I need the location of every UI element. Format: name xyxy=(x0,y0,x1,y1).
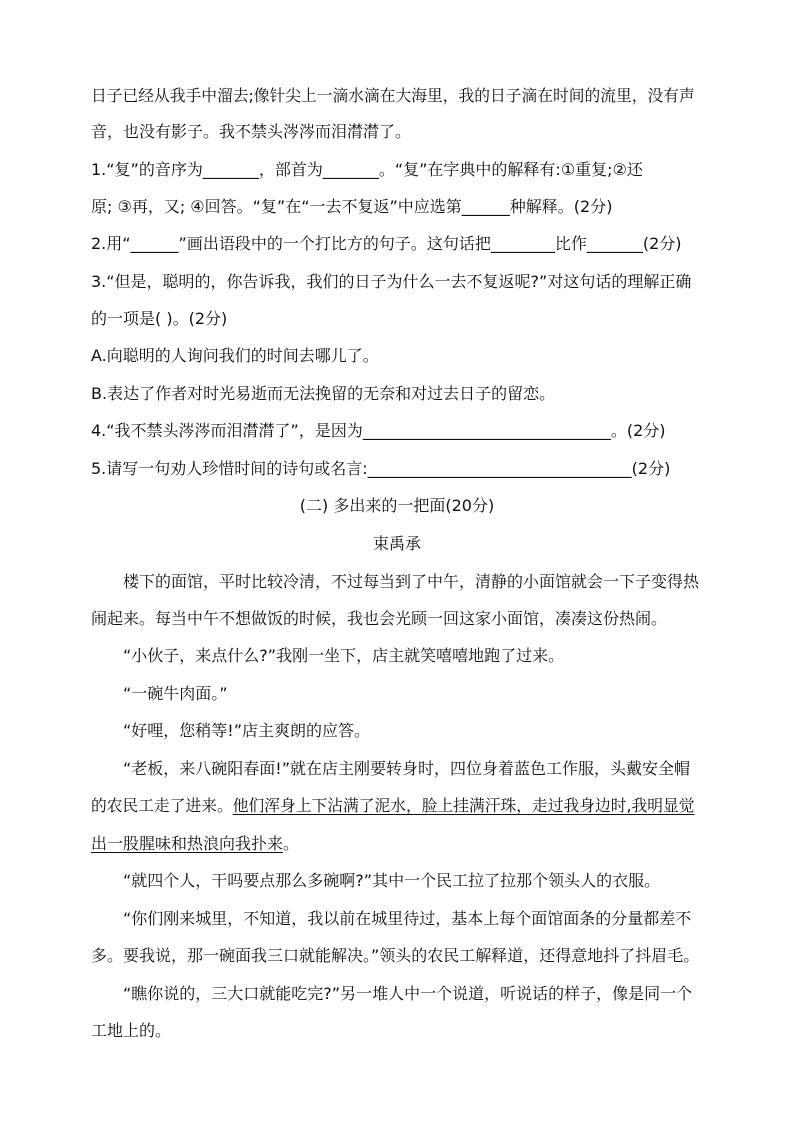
question-3-line: 的一项是( )。(2分) xyxy=(91,309,228,328)
paragraph-line: 多。要我说，那一碗面我三口就能解决。”领头的农民工解释道，还得意地抖了抖眉毛。 xyxy=(91,946,700,965)
underlined-sentence: 他们浑身上下沾满了泥水，脸上挂满汗珠，走过我身边时,我明显觉 xyxy=(232,796,695,815)
paragraph-line: 楼下的面馆，平时比较冷清，不过每当到了中午，清静的小面馆就会一下子变得热 xyxy=(123,572,700,591)
paragraph-line: “就四个人，干吗要点那么多碗啊?”其中一个民工拉了拉那个领头人的衣服。 xyxy=(123,871,661,890)
question-3-line: 3.“但是，聪明的，你告诉我，我们的日子为什么一去不复返呢?”对这句话的理解正确 xyxy=(91,272,692,291)
paragraph-line xyxy=(91,796,703,816)
passage-line: 日子已经从我手中溜去;像针尖上一滴水滴在大海里，我的日子滴在时间的流里，没有声 xyxy=(91,86,695,105)
question-1-line: 原; ③再，又; ④回答。“复”在“一去不复返”中应选第______种解释。(2分) xyxy=(91,197,613,216)
question-1-line: 1.“复”的音序为_______，部首为_______。“复”在字典中的解释有:①重复;②还 xyxy=(91,160,643,179)
question-3-option-b: B.表达了作者对时光易逝而无法挽留的无奈和对过去日子的留恋。 xyxy=(91,384,556,403)
paragraph-line: “小伙子，来点什么?”我刚一坐下，店主就笑嘻嘻地跑了过来。 xyxy=(123,646,565,665)
paragraph-line: “老板，来八碗阳春面!”就在店主刚要转身时，四位身着蓝色工作服，头戴安全帽 xyxy=(123,759,690,778)
underlined-sentence: 出一股腥味和热浪向我扑来 xyxy=(91,834,284,853)
question-5: 5.请写一句劝人珍惜时间的诗句或名言:_________________________________(2分) xyxy=(91,459,671,478)
paragraph-line: 闹起来。每当中午不想做饭的时候，我也会光顾一回这家小面馆，凑凑这份热闹。 xyxy=(91,609,668,628)
paragraph-line: “你们刚来城里，不知道，我以前在城里待过，基本上每个面馆面条的分量都差不 xyxy=(123,909,692,928)
paragraph-line xyxy=(91,834,703,854)
section-heading: (二) 多出来的一把面(20分) xyxy=(299,496,495,515)
author-name: 束禹承 xyxy=(372,534,421,553)
paragraph-line: “一碗牛肉面。” xyxy=(123,684,228,703)
question-2: 2.用“______”画出语段中的一个打比方的句子。这句话把________比作_______(2分) xyxy=(91,234,682,253)
paragraph-line: “瞧你说的，三大口就能吃完?”另一堆人中一个说道，听说话的样子，像是同一个 xyxy=(123,984,693,1003)
passage-line: 音，也没有影子。我不禁头涔涔而泪潸潸了。 xyxy=(91,122,412,141)
paragraph-line: 工地上的。 xyxy=(91,1021,172,1040)
question-4: 4.“我不禁头涔涔而泪潸潸了”，是因为_______________________________。(2分) xyxy=(91,421,666,440)
question-3-option-a: A.向聪明的人询问我们的时间去哪儿了。 xyxy=(91,346,379,365)
paragraph-line: “好哩，您稍等!”店主爽朗的应答。 xyxy=(123,721,370,740)
plain-text: 的农民工走了进来。 xyxy=(91,796,233,815)
plain-text: 。 xyxy=(283,834,300,853)
